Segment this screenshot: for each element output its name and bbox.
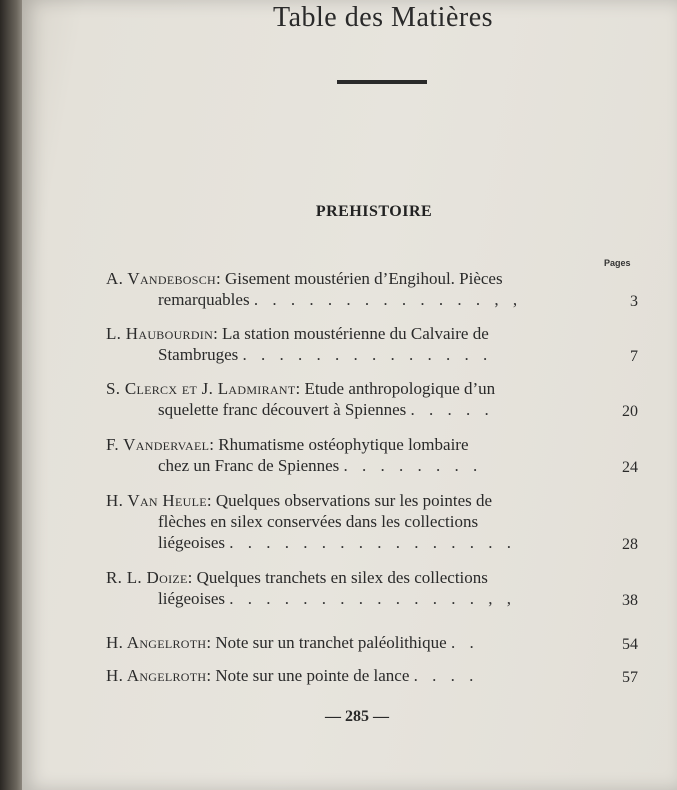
toc-entry: F. Vandervael: Rhumatisme ostéophytique lombaire chez un Franc de Spiennes . . . . . . . . 24 (106, 435, 638, 476)
entry-title-line: flèches en silex conservées dans les collections (158, 512, 479, 531)
entry-title-line: La station moustérienne du Calvaire de (222, 324, 489, 343)
entry-page-number: 3 (630, 293, 638, 310)
entry-page-number: 57 (622, 669, 638, 686)
leader-dots: . . . . . (410, 400, 494, 419)
leader-dots: . . . . . . . . . . . . . , , (253, 290, 523, 309)
toc-entry: R. L. Doize: Quelques tranchets en silex des collections liégeoises . . . . . . . . . . . . . . , , 38 (106, 568, 638, 609)
entry-author: R. L. Doize (106, 568, 188, 587)
entry-author: H. Angelroth (106, 666, 207, 685)
entry-page-number: 7 (630, 348, 638, 365)
leader-dots: . . . . . . . . . . . . . . , , (229, 589, 517, 608)
pages-column-label: Pages (604, 258, 631, 268)
toc-entry: L. Haubourdin: La station moustérienne du Calvaire de Stambruges . . . . . . . . . . . . . . 7 (106, 324, 638, 365)
entry-title-line: Note sur un tranchet paléolithique (215, 633, 447, 652)
title-rule (337, 80, 427, 84)
leader-dots: . . . . . . . . (343, 456, 483, 475)
entry-page-number: 54 (622, 636, 638, 653)
page-title: Table des Matières (272, 2, 494, 33)
entry-page-number: 24 (622, 459, 638, 476)
entry-author: A. Vandebosch (106, 269, 216, 288)
toc-entry: H. Angelroth: Note sur un tranchet paléolithique . . 54 (106, 633, 638, 653)
book-page (22, 0, 677, 790)
toc-entry: A. Vandebosch: Gisement moustérien d’Engihoul. Pièces remarquables . . . . . . . . . . . . . , , 3 (106, 269, 638, 310)
entry-author: S. Clercx et J. Ladmirant (106, 379, 296, 398)
entry-author: H. Angelroth (106, 633, 207, 652)
entry-title-line: Quelques observations sur les pointes de (215, 491, 493, 510)
entry-title-line: Etude anthropologique d’un (304, 379, 496, 398)
toc-entry: H. Van Heule: Quelques observations sur les pointes de flèches en silex conservées dans les collections liégeoises . . . . . . . . . . . . . . . . 28 (106, 491, 638, 553)
entry-title-line: Gisement moustérien d’Engihoul. Pièces (224, 269, 503, 288)
toc-entry: S. Clercx et J. Ladmirant: Etude anthropologique d’un squelette franc découvert à Spiennes . . . . . 20 (106, 379, 638, 420)
section-heading: PREHISTOIRE (315, 203, 433, 220)
entry-title-line: chez un Franc de Spiennes (158, 456, 340, 475)
toc-entry: H. Angelroth: Note sur une pointe de lance . . . . 57 (106, 666, 638, 686)
entry-page-number: 28 (622, 536, 638, 553)
entry-author: L. Haubourdin (106, 324, 214, 343)
entry-author: H. Van Heule (106, 491, 207, 510)
entry-title-line: Quelques tranchets en silex des collections (196, 568, 488, 587)
entry-title-line: Rhumatisme ostéophytique lombaire (218, 435, 469, 454)
leader-dots: . . (450, 633, 479, 652)
entry-title-line: Note sur une pointe de lance (215, 666, 410, 685)
entry-page-number: 38 (622, 592, 638, 609)
leader-dots: . . . . . . . . . . . . . . . . (229, 533, 517, 552)
entry-title-line: Stambruges (158, 345, 239, 364)
entry-title-line: remarquables (158, 290, 250, 309)
entry-page-number: 20 (622, 403, 638, 420)
entry-title-line: squelette franc découvert à Spiennes (158, 400, 407, 419)
leader-dots: . . . . (413, 666, 479, 685)
entry-author: F. Vandervael (106, 435, 210, 454)
leader-dots: . . . . . . . . . . . . . . (242, 345, 493, 364)
page-number-footer: — 285 — (325, 708, 389, 725)
entry-title-line: liégeoises (158, 533, 226, 552)
entry-title-line: liégeoises (158, 589, 226, 608)
